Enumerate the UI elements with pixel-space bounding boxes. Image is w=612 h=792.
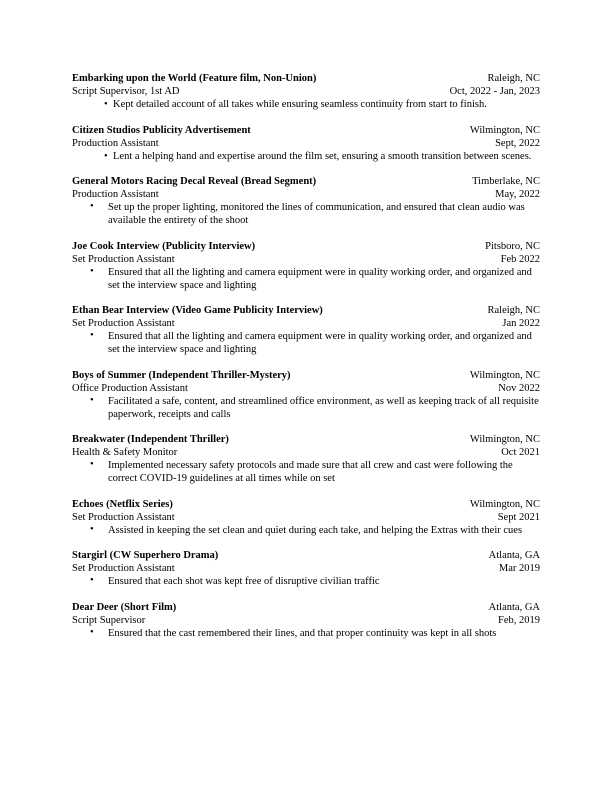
- bullet-marker: •: [104, 150, 108, 162]
- job-bullet: [72, 524, 540, 537]
- job-bullet-text: Ensured that all the lighting and camera equipment were in quality working order, and organized and set the interview space and lighting: [108, 266, 532, 291]
- job-location: Wilmington, NC: [469, 124, 540, 136]
- job-header: [72, 549, 540, 562]
- job-entry: [72, 549, 540, 588]
- job-dates: Feb 2022: [500, 253, 540, 265]
- job-bullet: [72, 575, 540, 588]
- job-role: Set Production Assistant: [72, 253, 175, 265]
- job-title: Breakwater (Independent Thriller): [72, 434, 229, 445]
- job-location: Wilmington, NC: [469, 434, 540, 445]
- job-role: Script Supervisor: [72, 614, 146, 626]
- job-header: [72, 124, 540, 137]
- job-entry: [72, 72, 540, 111]
- job-role: Script Supervisor, 1st AD: [72, 86, 180, 97]
- job-bullet: [72, 150, 540, 163]
- job-header: [72, 72, 540, 85]
- job-bullet: [72, 627, 540, 640]
- bullet-marker: •: [90, 265, 94, 277]
- job-bullet-text: Assisted in keeping the set clean and quiet during each take, and helping the Extras with their cues: [108, 524, 523, 536]
- job-dates: Sept 2021: [497, 511, 540, 523]
- job-dates: May, 2022: [495, 189, 540, 200]
- job-subheader: [72, 317, 540, 330]
- bullet-marker: •: [104, 99, 108, 110]
- job-role: Set Production Assistant: [72, 563, 175, 574]
- job-bullet: [72, 395, 540, 421]
- job-title: Ethan Bear Interview (Video Game Publicity Interview): [72, 305, 323, 316]
- job-entry: [72, 240, 540, 292]
- job-role: Production Assistant: [72, 189, 159, 200]
- job-bullet-text: Facilitated a safe, content, and streamlined office environment, as well as keeping track of all requisite paperwork, receipts and calls: [108, 395, 539, 420]
- job-subheader: [72, 614, 540, 627]
- job-dates: Feb, 2019: [498, 614, 540, 626]
- job-location: Atlanta, GA: [488, 550, 540, 561]
- job-subheader: [72, 562, 540, 575]
- job-role: Health & Safety Monitor: [72, 447, 178, 458]
- job-entry: [72, 498, 540, 537]
- job-role: Office Production Assistant: [72, 382, 188, 394]
- job-header: [72, 433, 540, 446]
- job-title: Boys of Summer (Independent Thriller-Mystery): [72, 369, 291, 381]
- job-location: Atlanta, GA: [488, 601, 540, 613]
- job-header: [72, 175, 540, 188]
- job-entry: [72, 601, 540, 640]
- job-subheader: [72, 511, 540, 524]
- job-location: Pitsboro, NC: [485, 240, 540, 252]
- job-bullet-text: Implemented necessary safety protocols and made sure that all crew and cast were following the correct COVID-19 guidelines at all times while on set: [108, 460, 513, 484]
- job-subheader: [72, 253, 540, 266]
- job-entry: [72, 124, 540, 163]
- job-entry: [72, 304, 540, 356]
- job-bullet-text: Set up the proper lighting, monitored the lines of communication, and ensured that clean audio was available the entirety of the shoot: [108, 202, 525, 226]
- job-header: [72, 601, 540, 614]
- bullet-marker: •: [90, 330, 94, 341]
- bullet-marker: •: [90, 201, 94, 212]
- job-header: [72, 498, 540, 511]
- job-dates: Sept, 2022: [495, 137, 540, 149]
- job-location: Wilmington, NC: [469, 498, 540, 510]
- job-header: [72, 240, 540, 253]
- bullet-marker: •: [90, 523, 94, 535]
- job-dates: Oct, 2022 - Jan, 2023: [449, 86, 540, 97]
- job-header: [72, 304, 540, 317]
- job-location: Wilmington, NC: [469, 369, 540, 381]
- job-title: Joe Cook Interview (Publicity Interview): [72, 240, 256, 252]
- job-dates: Nov 2022: [498, 382, 540, 394]
- bullet-marker: •: [90, 626, 94, 638]
- bullet-marker: •: [90, 575, 94, 586]
- job-bullet-text: Lent a helping hand and expertise around the film set, ensuring a smooth transition between scenes.: [113, 150, 532, 162]
- job-bullet-text: Ensured that each shot was kept free of disruptive civilian traffic: [108, 576, 380, 587]
- job-role: Production Assistant: [72, 137, 159, 149]
- job-subheader: [72, 85, 540, 98]
- job-title: Citizen Studios Publicity Advertisement: [72, 124, 251, 136]
- bullet-marker: •: [90, 394, 94, 406]
- job-entry: [72, 433, 540, 485]
- job-subheader: [72, 382, 540, 395]
- job-title: General Motors Racing Decal Reveal (Bread Segment): [72, 176, 317, 187]
- job-bullet: [72, 98, 540, 111]
- job-location: Raleigh, NC: [487, 305, 540, 316]
- bullet-marker: •: [90, 459, 94, 470]
- job-bullet: [72, 330, 540, 356]
- job-bullet-text: Ensured that the cast remembered their lines, and that proper continuity was kept in all shots: [108, 627, 497, 639]
- job-role: Set Production Assistant: [72, 511, 175, 523]
- job-entry: [72, 175, 540, 227]
- job-bullet: [72, 201, 540, 227]
- job-bullet-text: Ensured that all the lighting and camera equipment were in quality working order, and organized and set the interview space and lighting: [108, 331, 532, 355]
- job-header: [72, 369, 540, 382]
- job-title: Dear Deer (Short Film): [72, 601, 177, 613]
- job-entry: [72, 369, 540, 421]
- job-title: Embarking upon the World (Feature film, Non-Union): [72, 73, 317, 84]
- job-title: Stargirl (CW Superhero Drama): [72, 550, 219, 561]
- experience-list: [72, 72, 540, 652]
- job-subheader: [72, 446, 540, 459]
- job-location: Raleigh, NC: [487, 73, 540, 84]
- job-dates: Mar 2019: [498, 563, 540, 574]
- job-bullet: [72, 459, 540, 485]
- job-subheader: [72, 137, 540, 150]
- job-dates: Oct 2021: [501, 447, 540, 458]
- job-bullet-text: Kept detailed account of all takes while ensuring seamless continuity from start to finish.: [113, 99, 487, 110]
- job-location: Timberlake, NC: [472, 176, 540, 187]
- job-bullet: [72, 266, 540, 292]
- job-dates: Jan 2022: [502, 318, 540, 329]
- job-role: Set Production Assistant: [72, 318, 175, 329]
- job-title: Echoes (Netflix Series): [72, 498, 173, 510]
- job-subheader: [72, 188, 540, 201]
